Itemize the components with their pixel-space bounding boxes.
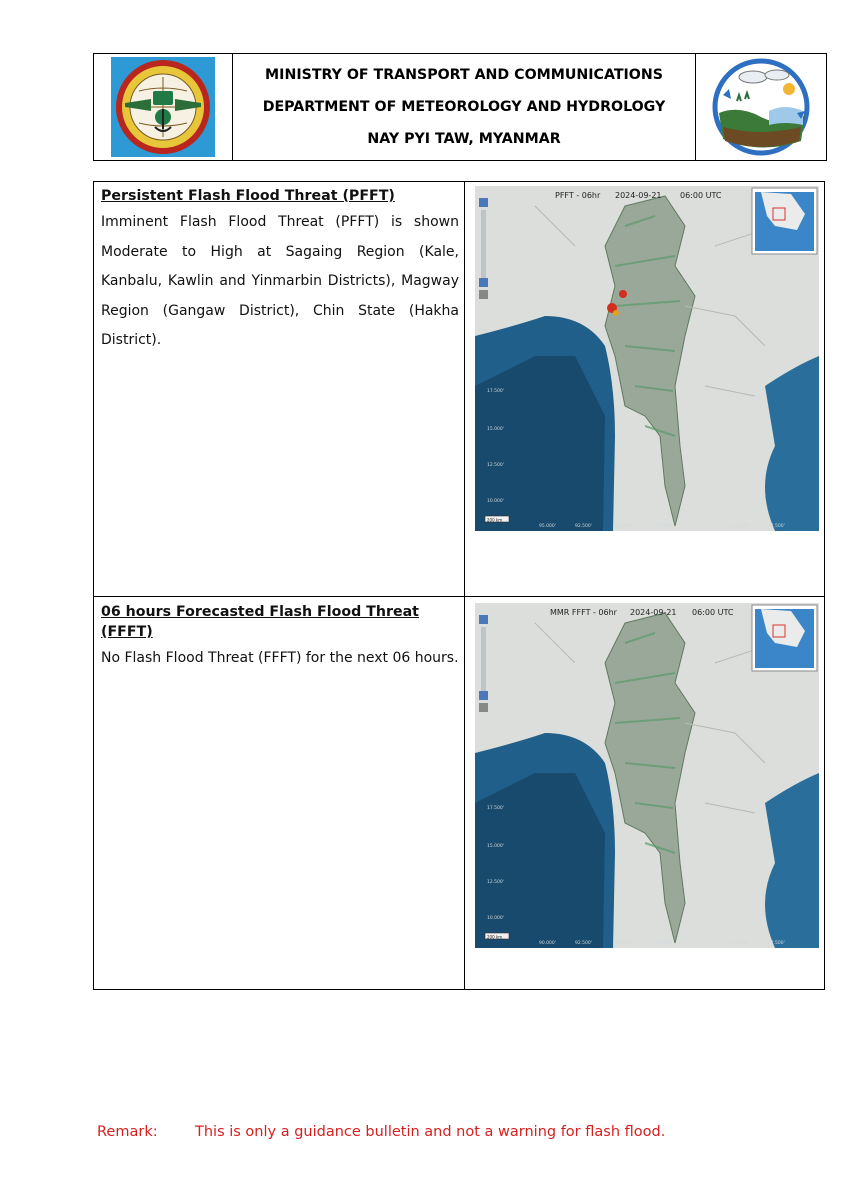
lon-label: 95.000' bbox=[615, 941, 632, 946]
ffft-scale-label: 200 km bbox=[487, 934, 503, 940]
pfft-scale-label: 200 km bbox=[487, 517, 503, 523]
lat-label: 12.500' bbox=[487, 880, 504, 885]
pfft-threat-area-1 bbox=[619, 290, 627, 298]
department-name: DEPARTMENT OF METEOROLOGY AND HYDROLOGY bbox=[262, 99, 666, 115]
pfft-map-image bbox=[475, 186, 819, 531]
lon-label: 92.500' bbox=[575, 941, 592, 946]
lat-label: 17.500' bbox=[487, 806, 504, 811]
ministry-seal-icon bbox=[111, 57, 215, 157]
lon-label: 95.000' bbox=[539, 524, 556, 529]
lon-label: 101.200' bbox=[730, 524, 750, 529]
lon-label: 97.500' bbox=[655, 941, 672, 946]
left-logo-cell bbox=[94, 54, 233, 160]
remark-label: Remark: bbox=[97, 1124, 158, 1140]
ffft-description: No Flash Flood Threat (FFFT) for the next 06 hours. bbox=[101, 650, 459, 666]
lon-label: 97.500' bbox=[655, 524, 672, 529]
pfft-map bbox=[475, 186, 819, 531]
letterhead bbox=[93, 53, 827, 161]
ministry-name: MINISTRY OF TRANSPORT AND COMMUNICATIONS bbox=[265, 67, 663, 83]
lat-label: 15.000' bbox=[487, 427, 504, 432]
ffft-map-date: 2024-09-21 bbox=[630, 608, 677, 617]
lon-label: 102.500' bbox=[765, 524, 785, 529]
ffft-title: 06 hours Forecasted Flash Flood Threat (FFFT) bbox=[101, 604, 419, 640]
lon-label: 95.000' bbox=[615, 524, 632, 529]
lat-label: 10.000' bbox=[487, 916, 504, 921]
lat-label: 10.000' bbox=[487, 499, 504, 504]
ffft-map bbox=[475, 603, 819, 948]
pfft-map-product: PFFT - 06hr bbox=[555, 191, 601, 200]
ffft-map-product: MMR FFFT - 06hr bbox=[550, 608, 617, 617]
pfft-map-time: 06:00 UTC bbox=[680, 191, 722, 200]
ffft-map-image bbox=[475, 603, 819, 948]
ffft-text-cell bbox=[101, 602, 459, 674]
right-logo-cell bbox=[695, 54, 826, 160]
lat-label: 12.500' bbox=[487, 463, 504, 468]
lat-label: 17.500' bbox=[487, 389, 504, 394]
lon-label: 90.000' bbox=[539, 941, 556, 946]
pfft-text-cell bbox=[101, 186, 459, 356]
location-name: NAY PYI TAW, MYANMAR bbox=[367, 131, 561, 147]
lat-label: 15.000' bbox=[487, 844, 504, 849]
lon-label: 92.500' bbox=[575, 524, 592, 529]
lon-label: 101.200' bbox=[730, 941, 750, 946]
lon-label: 102.500' bbox=[765, 941, 785, 946]
pfft-map-date: 2024-09-21 bbox=[615, 191, 662, 200]
ministry-heading bbox=[233, 54, 695, 160]
ffft-map-time: 06:00 UTC bbox=[692, 608, 734, 617]
pfft-description: Imminent Flash Flood Threat (PFFT) is shown Moderate to High at Sagaing Region (Kale, Kanbalu, Kawlin and Yinmarbin Districts), Magway Region (Gangaw District), Chin State (Hakha District). bbox=[101, 214, 459, 348]
remark-text: This is only a guidance bulletin and not a warning for flash flood. bbox=[195, 1124, 666, 1140]
pfft-title: Persistent Flash Flood Threat (PFFT) bbox=[101, 188, 395, 204]
bulletin-table bbox=[93, 181, 825, 990]
hydrological-cycle-icon bbox=[709, 55, 813, 159]
